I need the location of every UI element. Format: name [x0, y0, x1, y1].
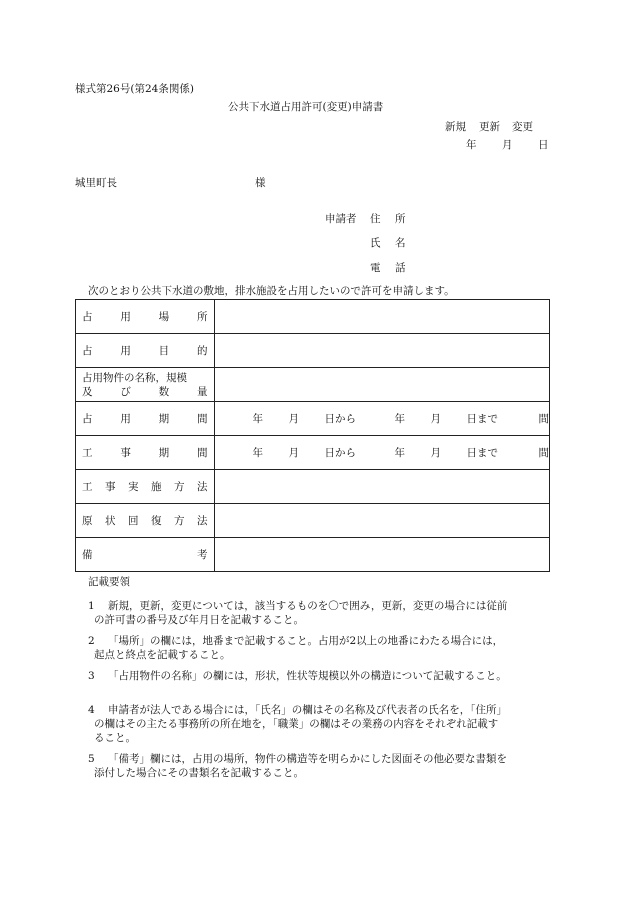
notes-section — [88, 575, 558, 780]
remarks-value[interactable] — [214, 538, 550, 572]
row-location — [76, 300, 550, 334]
row-remarks — [76, 538, 550, 572]
note-5: 5 「備考」欄には，占用の場所，物件の構造等を明らかにした図面その他必要な書類を 添付した場合にその書類名を記載すること。 — [88, 753, 507, 779]
applicant-phone-label-2: 話 — [395, 262, 406, 274]
row-object — [76, 368, 550, 402]
addressee-name: 城里町長 — [75, 177, 117, 189]
row-construction-period — [76, 436, 550, 470]
type-change: 変更 — [512, 121, 533, 133]
row-restoration — [76, 504, 550, 538]
form-number: 様式第26号(第24条関係) — [75, 83, 194, 95]
applicant-address-label-1: 住 — [370, 213, 381, 225]
applicant-phone-label-1: 電 — [370, 262, 381, 274]
note-3: 3 「占用物件の名称」の欄には，形状，性状等規模以外の構造について記載すること。 — [88, 670, 507, 682]
row-period — [76, 402, 550, 436]
note-2: 2 「場所」の欄には，地番まで記載すること。占用が2以上の地番にわたる場合には， 起点と終点を記載すること。 — [88, 635, 504, 661]
method-value[interactable] — [214, 470, 550, 504]
purpose-value[interactable] — [214, 334, 550, 368]
location-label: 占 用 場 所 — [82, 311, 208, 323]
application-table — [75, 299, 550, 572]
construction-period-label: 工 事 期 間 — [82, 447, 208, 459]
restoration-value[interactable] — [214, 504, 550, 538]
notes-heading: 記載要領 — [88, 576, 130, 588]
date-month: 月 — [502, 139, 513, 151]
applicant-name-label-2: 名 — [395, 237, 406, 249]
restoration-label: 原 状 回 復 方 法 — [82, 515, 208, 527]
date-day: 日 — [538, 139, 549, 151]
intro-text: 次のとおり公共下水道の敷地，排水施設を占用したいので許可を申請します。 — [88, 285, 455, 297]
page-title: 公共下水道占用許可(変更)申請書 — [228, 101, 384, 113]
type-new: 新規 — [445, 121, 466, 133]
row-method — [76, 470, 550, 504]
note-1: 1 新規，更新，変更については，該当するものを〇で囲み，更新，変更の場合には従前 の許可書の番号及び年月日を記載すること。 — [88, 600, 508, 626]
period-value[interactable]: 年 月 日から 年 月 日まで 間 — [214, 402, 550, 436]
purpose-label: 占 用 目 的 — [82, 345, 208, 357]
object-label-line1: 占用物件の名称，規模 — [82, 371, 187, 384]
date-year: 年 — [466, 139, 477, 151]
applicant-name-label-1: 氏 — [370, 237, 381, 249]
type-renew: 更新 — [479, 121, 500, 133]
object-label-line2: 及 び 数 量 — [82, 385, 208, 398]
object-value[interactable] — [214, 368, 550, 402]
row-purpose — [76, 334, 550, 368]
period-label: 占 用 期 間 — [82, 413, 208, 425]
method-label: 工 事 実 施 方 法 — [82, 481, 208, 493]
note-4: 4 申請者が法人である場合には，「氏名」の欄はその名称及び代表者の氏名を，「住所」 の欄はその主たる事務所の所在地を，「職業」の欄はその業務の内容をそれぞれ記載す ること。 — [88, 704, 507, 744]
addressee-honorific: 様 — [255, 177, 266, 189]
applicant-address-label-2: 所 — [395, 213, 406, 225]
applicant-label: 申請者 — [325, 213, 357, 225]
construction-period-value[interactable]: 年 月 日から 年 月 日まで 間 — [214, 436, 550, 470]
location-value[interactable] — [214, 300, 550, 334]
remarks-label: 備 考 — [82, 549, 208, 561]
